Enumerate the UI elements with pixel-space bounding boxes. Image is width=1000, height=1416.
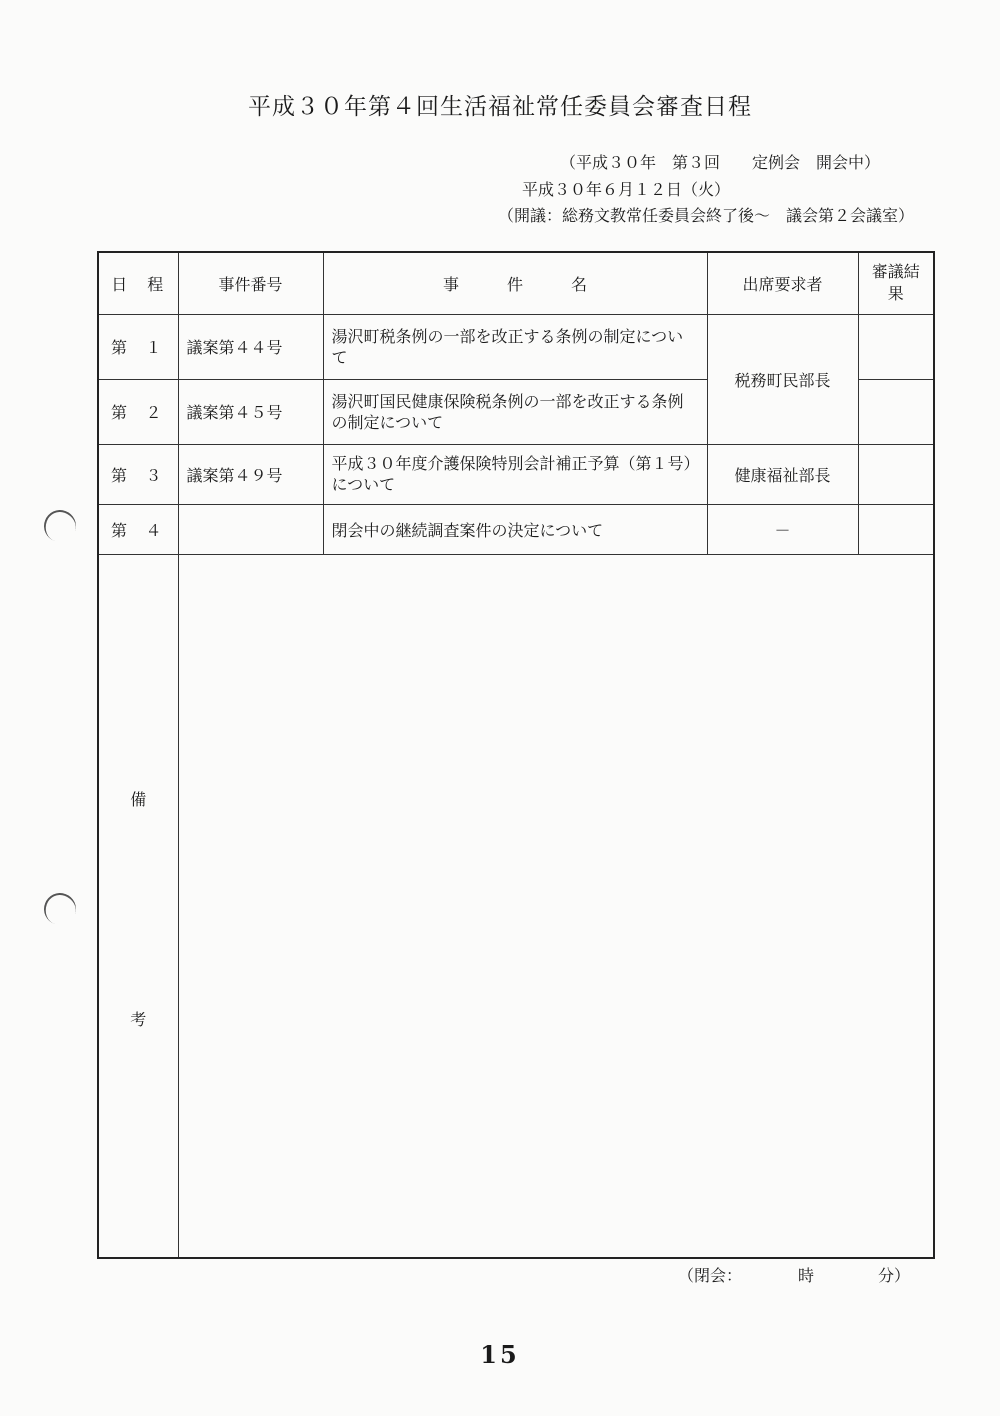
punch-hole-mark	[39, 888, 80, 929]
row-attendee: －	[707, 504, 858, 554]
row-case-number: 議案第４４号	[178, 314, 323, 379]
header-case-name: 事 件 名	[323, 252, 707, 314]
session-info: （平成３０年 第３回 定例会 開会中）	[559, 153, 880, 172]
row-result	[858, 444, 934, 504]
row-order: 第 ２	[98, 379, 178, 444]
header-case-number: 事件番号	[178, 252, 323, 314]
row-case-name: 平成３０年度介護保険特別会計補正予算（第１号）について	[323, 444, 707, 504]
row-result	[858, 314, 934, 379]
table-row	[98, 314, 934, 379]
table-row	[98, 444, 934, 504]
closing-time: （閉会： 時 分）	[677, 1266, 910, 1285]
row-order: 第 ３	[98, 444, 178, 504]
row-result	[858, 379, 934, 444]
row-case-number	[178, 504, 323, 554]
row-case-name: 閉会中の継続調査案件の決定について	[323, 504, 707, 554]
remarks-label-cell	[98, 554, 178, 1258]
schedule-table	[97, 251, 935, 1259]
header-schedule: 日 程	[98, 252, 178, 314]
row-case-number: 議案第４５号	[178, 379, 323, 444]
table-header-row	[98, 252, 934, 314]
row-case-number: 議案第４９号	[178, 444, 323, 504]
page-number: 15	[480, 1340, 520, 1369]
remarks-label-2: 考	[130, 1009, 147, 1029]
remarks-area	[178, 554, 934, 1258]
header-result: 審議結果	[858, 252, 934, 314]
row-order: 第 ４	[98, 504, 178, 554]
header-attendee: 出席要求者	[707, 252, 858, 314]
row-order: 第 １	[98, 314, 178, 379]
punch-hole-mark	[39, 505, 80, 546]
row-attendee-shared: 税務町民部長	[707, 314, 858, 444]
meeting-venue: （開議：総務文教常任委員会終了後～ 議会第２会議室）	[497, 206, 914, 225]
remarks-row	[98, 554, 934, 1258]
remarks-label-1: 備	[130, 789, 147, 809]
document-title: 平成３０年第４回生活福祉常任委員会審査日程	[248, 94, 752, 120]
row-case-name: 湯沢町国民健康保険税条例の一部を改正する条例の制定について	[323, 379, 707, 444]
meeting-date: 平成３０年６月１２日（火）	[521, 180, 730, 199]
table-row	[98, 504, 934, 554]
row-attendee: 健康福祉部長	[707, 444, 858, 504]
row-result	[858, 504, 934, 554]
row-case-name: 湯沢町税条例の一部を改正する条例の制定について	[323, 314, 707, 379]
